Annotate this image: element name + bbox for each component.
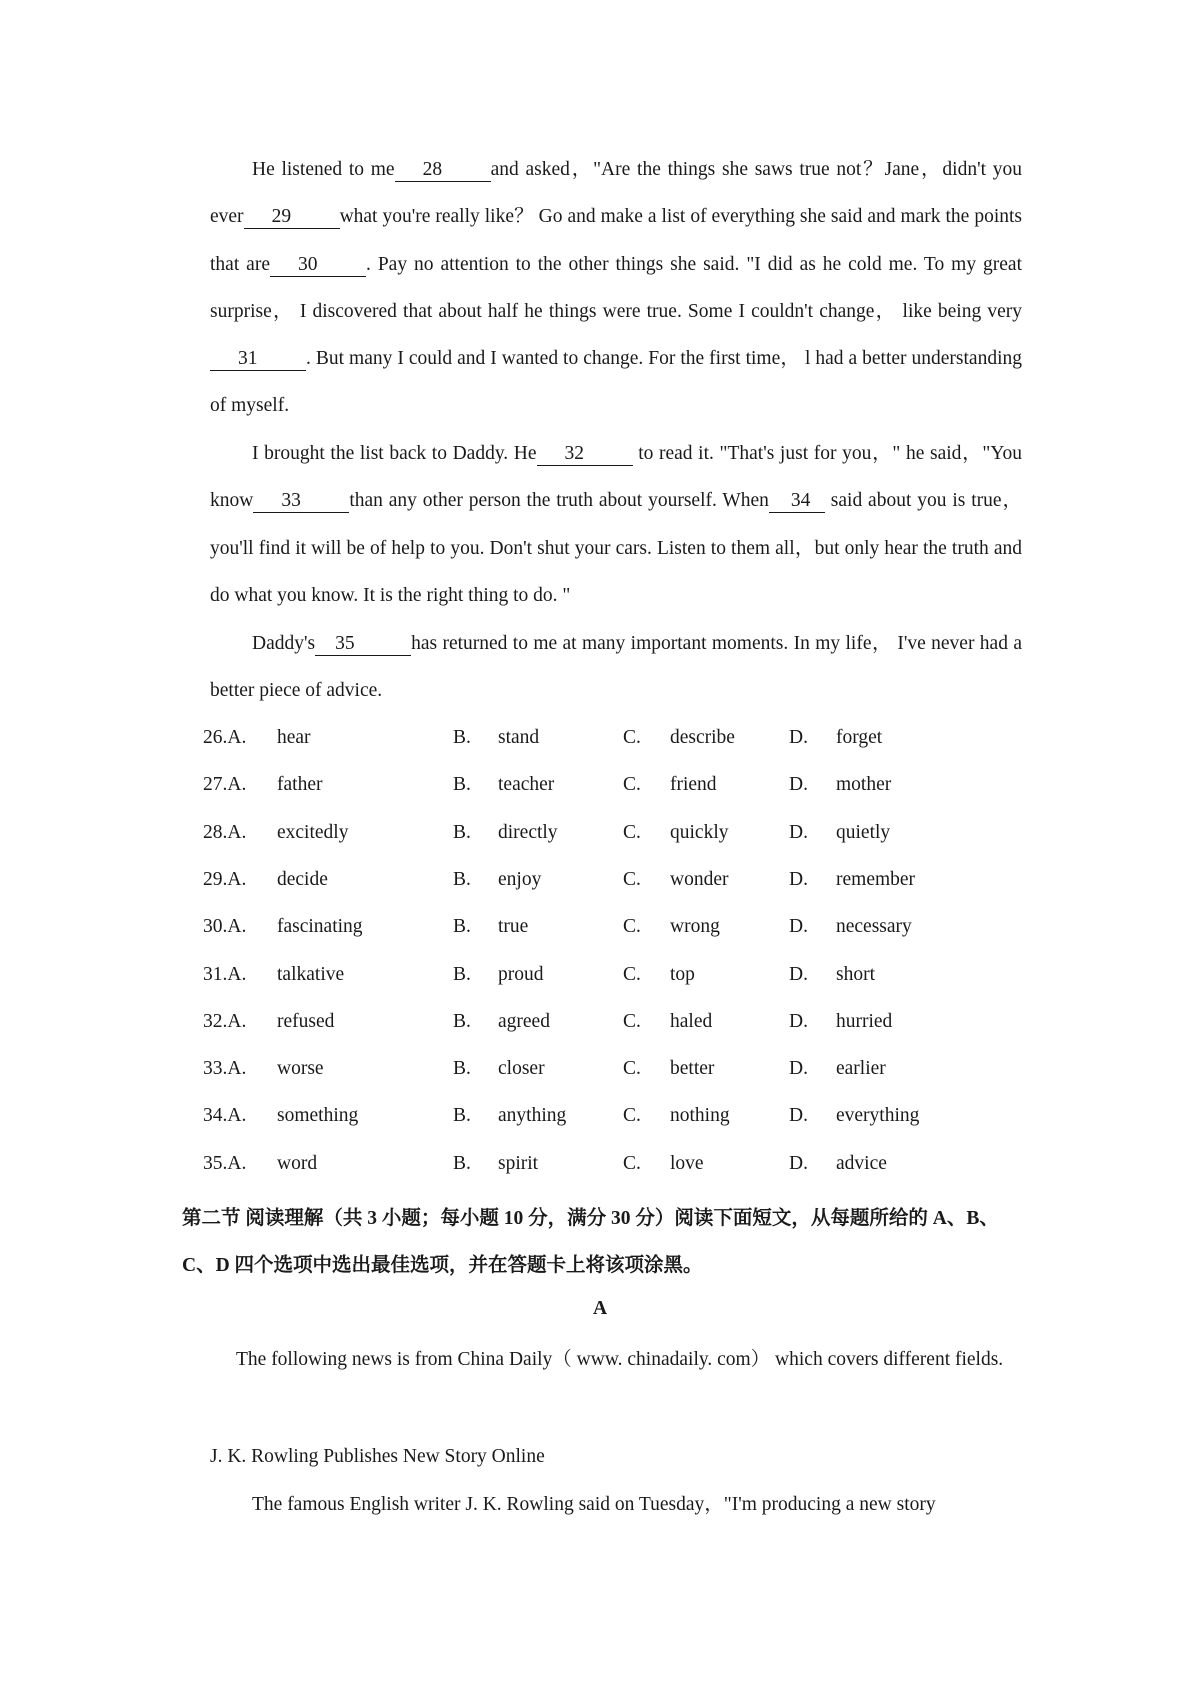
option-text: enjoy: [498, 868, 542, 890]
text: He listened to me: [252, 159, 395, 180]
option-text: necessary: [836, 916, 912, 938]
option-row: [203, 1058, 1023, 1088]
option-letter: D.: [789, 916, 808, 938]
option-text: top: [670, 963, 695, 985]
option-letter: C.: [623, 1152, 641, 1174]
news-body: [210, 1481, 1022, 1528]
question-number: 34.A.: [203, 1105, 247, 1127]
option-text: anything: [498, 1105, 567, 1127]
option-letter: B.: [453, 916, 471, 938]
text: than any other person the truth about yourself. When: [349, 490, 769, 512]
question-number: 35.A.: [203, 1152, 247, 1174]
option-letter: B.: [453, 821, 471, 843]
option-letter: C.: [623, 1105, 641, 1127]
option-letter: D.: [789, 821, 808, 843]
option-letter: C.: [623, 868, 641, 890]
option-letter: D.: [789, 774, 808, 796]
blank-35: 35: [315, 633, 411, 656]
option-text: hurried: [836, 1010, 893, 1032]
option-letter: C.: [623, 1058, 641, 1080]
question-number: 28.A.: [203, 821, 247, 843]
blank-34: 34: [769, 490, 825, 513]
text: . But many I could and I wanted to change. For the first time， l had a better understanding of myself.: [210, 348, 1022, 417]
question-number: 31.A.: [203, 963, 247, 985]
blank-29: 29: [244, 206, 340, 229]
option-letter: B.: [453, 1010, 471, 1032]
option-text: closer: [498, 1058, 545, 1080]
option-text: advice: [836, 1152, 887, 1174]
option-text: earlier: [836, 1058, 886, 1080]
news-intro: [210, 1336, 1022, 1383]
text: to read it. "That's just for you，" he said，"You know: [210, 443, 1022, 512]
option-row: [203, 964, 1023, 994]
option-text: directly: [498, 821, 558, 843]
option-text: word: [277, 1152, 318, 1174]
option-text: friend: [670, 774, 717, 796]
option-letter: C.: [623, 727, 641, 748]
option-text: decide: [277, 868, 328, 890]
option-letter: B.: [453, 727, 471, 748]
option-text: agreed: [498, 1010, 550, 1032]
text: The famous English writer J. K. Rowling said on Tuesday，"I'm producing a new story: [252, 1494, 936, 1515]
option-text: forget: [836, 727, 883, 748]
blank-30: 30: [270, 254, 366, 277]
option-letter: C.: [623, 774, 641, 796]
blank-33: 33: [253, 490, 349, 513]
option-letter: D.: [789, 868, 808, 890]
option-text: nothing: [670, 1105, 730, 1127]
option-row: [203, 916, 1023, 946]
text: I brought the list back to Daddy. He: [252, 443, 537, 464]
news-title: [210, 1433, 1022, 1480]
option-letter: C.: [623, 916, 641, 938]
option-letter: D.: [789, 1010, 808, 1032]
option-text: mother: [836, 774, 892, 796]
option-letter: D.: [789, 727, 808, 748]
option-letter: D.: [789, 1058, 808, 1080]
question-number: 33.A.: [203, 1058, 247, 1080]
option-text: wrong: [670, 916, 720, 938]
option-row: [203, 1153, 1023, 1183]
option-text: true: [498, 916, 529, 938]
option-text: refused: [277, 1010, 335, 1032]
option-text: love: [670, 1152, 704, 1174]
option-letter: D.: [789, 1152, 808, 1174]
option-text: wonder: [670, 868, 729, 890]
option-letter: B.: [453, 1105, 471, 1127]
blank-32: 32: [537, 443, 633, 466]
option-text: teacher: [498, 774, 555, 796]
text: Daddy's: [252, 633, 316, 654]
text: J. K. Rowling Publishes New Story Online: [210, 1446, 545, 1467]
text: what you're really like？ Go and make a list of everything she said and mark the points that are: [210, 206, 1022, 275]
blank-28: 28: [395, 159, 491, 182]
option-row: [203, 727, 1023, 757]
option-text: everything: [836, 1105, 920, 1127]
question-number: 26.A.: [203, 727, 247, 748]
option-row: [203, 869, 1023, 899]
text: has returned to me at many important moments. In my life， I've never had a better piece of advice.: [210, 633, 1022, 702]
option-text: excitedly: [277, 821, 349, 843]
option-letter: B.: [453, 868, 471, 890]
passage-paragraph-3: [210, 620, 1022, 715]
option-text: stand: [498, 727, 540, 748]
option-text: quietly: [836, 821, 891, 843]
option-text: worse: [277, 1058, 324, 1080]
text: said about you is true，you'll find it will be of help to you. Don't shut your cars. Listen to them all，but only hear the truth and do what you know. It is the right thing to do. ": [210, 490, 1022, 606]
option-letter: B.: [453, 1152, 471, 1174]
question-number: 29.A.: [203, 868, 247, 890]
option-text: talkative: [277, 963, 345, 985]
passage-label: A: [592, 1298, 608, 1319]
option-text: fascinating: [277, 916, 363, 938]
passage-paragraph-2: [210, 430, 1022, 619]
option-text: father: [277, 774, 323, 796]
option-text: proud: [498, 963, 544, 985]
option-text: quickly: [670, 821, 729, 843]
option-text: spirit: [498, 1152, 539, 1174]
option-letter: C.: [623, 963, 641, 985]
option-text: something: [277, 1105, 359, 1127]
question-number: 32.A.: [203, 1010, 247, 1032]
option-text: haled: [670, 1010, 713, 1032]
option-letter: B.: [453, 963, 471, 985]
question-number: 27.A.: [203, 774, 247, 796]
option-row: [203, 774, 1023, 804]
option-text: short: [836, 963, 875, 985]
text: and asked，"Are the things she saws true not？Jane，didn't you ever: [210, 159, 1022, 228]
option-row: [203, 1105, 1023, 1135]
option-row: [203, 1011, 1023, 1041]
blank-31: 31: [210, 348, 306, 371]
option-text: describe: [670, 727, 735, 748]
option-letter: C.: [623, 1010, 641, 1032]
option-text: hear: [277, 727, 311, 748]
option-text: better: [670, 1058, 715, 1080]
question-number: 30.A.: [203, 916, 247, 938]
section-heading: 第二节 阅读理解（共 3 小题；每小题 10 分，满分 30 分）阅读下面短文，从每题所给的 A、B、C、D 四个选项中选出最佳选项，并在答题卡上将该项涂黑。: [182, 1208, 999, 1277]
option-letter: B.: [453, 1058, 471, 1080]
option-text: remember: [836, 868, 916, 890]
option-letter: B.: [453, 774, 471, 796]
text: The following news is from China Daily（ www. chinadaily. com） which covers different fields.: [236, 1349, 1004, 1370]
option-letter: D.: [789, 1105, 808, 1127]
option-letter: C.: [623, 821, 641, 843]
passage-paragraph-1: [210, 146, 1022, 430]
text: . Pay no attention to the other things she said. "I did as he cold me. To my great surprise， I discovered that about half he things were true. Some I couldn't change， like being very: [210, 253, 1023, 322]
option-row: [203, 822, 1023, 852]
option-letter: D.: [789, 963, 808, 985]
